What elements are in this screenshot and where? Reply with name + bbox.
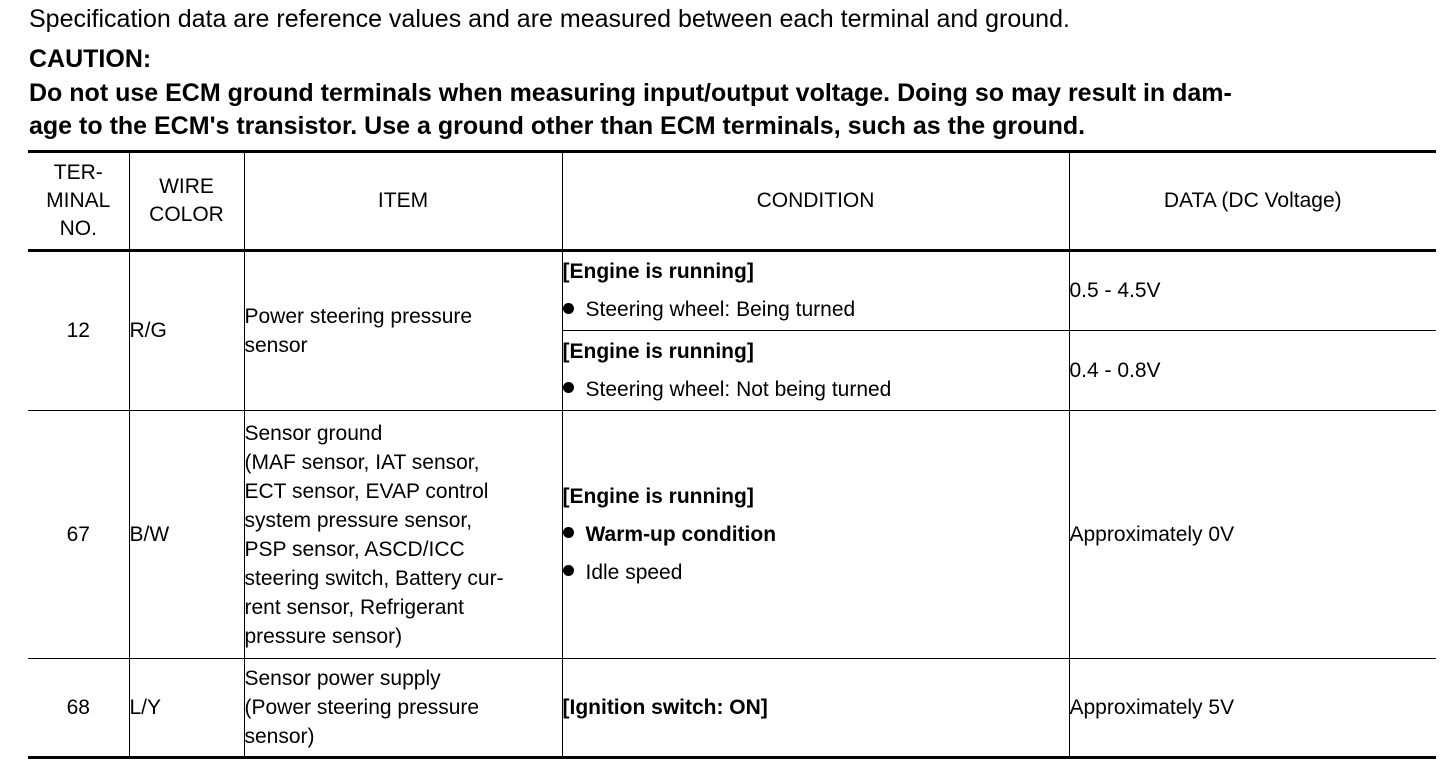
intro-text: Specification data are reference values and are measured between each terminal and ground. xyxy=(29,5,1070,33)
data-value: Approximately 5V xyxy=(1069,659,1436,758)
data-value: 0.4 - 0.8V xyxy=(1069,331,1436,411)
bullet-icon xyxy=(563,303,574,314)
bullet-icon xyxy=(563,527,574,538)
condition-heading: [Engine is running] xyxy=(562,484,754,508)
data-value: Approximately 0V xyxy=(1069,411,1436,659)
item-description: Power steering pressure sensor xyxy=(244,251,562,411)
header-terminal-no: TER- MINAL NO. xyxy=(28,152,129,251)
header-wire-color: WIRE COLOR xyxy=(129,152,244,251)
condition-bullet: Warm-up condition xyxy=(563,516,1069,554)
header-row xyxy=(28,152,1436,251)
terminal-number: 12 xyxy=(28,251,129,411)
condition-cell xyxy=(562,251,1069,331)
condition-bullet: Steering wheel: Being turned xyxy=(563,291,1069,329)
bullet-icon xyxy=(563,382,574,393)
condition-heading: [Ignition switch: ON] xyxy=(562,695,768,719)
terminal-spec-table xyxy=(28,150,1436,759)
caution-title: CAUTION: xyxy=(29,45,152,73)
header-item: ITEM xyxy=(244,152,562,251)
condition-bullet: Steering wheel: Not being turned xyxy=(563,371,1069,409)
table-row xyxy=(28,659,1436,758)
item-description: Sensor power supply (Power steering pressure sensor) xyxy=(244,659,562,758)
terminal-number: 67 xyxy=(28,411,129,659)
terminal-number: 68 xyxy=(28,659,129,758)
bullet-icon xyxy=(563,565,574,576)
header-condition: CONDITION xyxy=(562,152,1069,251)
wire-color: R/G xyxy=(129,251,244,411)
caution-text xyxy=(29,77,1441,143)
caution-line: Do not use ECM ground terminals when measuring input/output voltage. Doing so may result in dam- xyxy=(29,79,1232,107)
condition-heading: [Engine is running] xyxy=(562,339,754,363)
data-value: 0.5 - 4.5V xyxy=(1069,251,1436,331)
wire-color: B/W xyxy=(129,411,244,659)
caution-line: age to the ECM's transistor. Use a ground other than ECM terminals, such as the ground. xyxy=(29,112,1086,140)
condition-heading: [Engine is running] xyxy=(562,260,754,283)
wire-color: L/Y xyxy=(129,659,244,758)
item-description: Sensor ground (MAF sensor, IAT sensor, ECT sensor, EVAP control system pressure sensor, PSP sensor, ASCD/ICC steering switch, Battery cur- rent sensor, Refrigerant pressure sensor) xyxy=(244,411,562,659)
table-row xyxy=(28,411,1436,659)
header-data: DATA (DC Voltage) xyxy=(1069,152,1436,251)
condition-bullet: Idle speed xyxy=(563,554,1069,592)
table-row xyxy=(28,251,1436,331)
condition-cell xyxy=(562,659,1069,758)
condition-cell xyxy=(562,411,1069,659)
condition-cell xyxy=(562,331,1069,411)
